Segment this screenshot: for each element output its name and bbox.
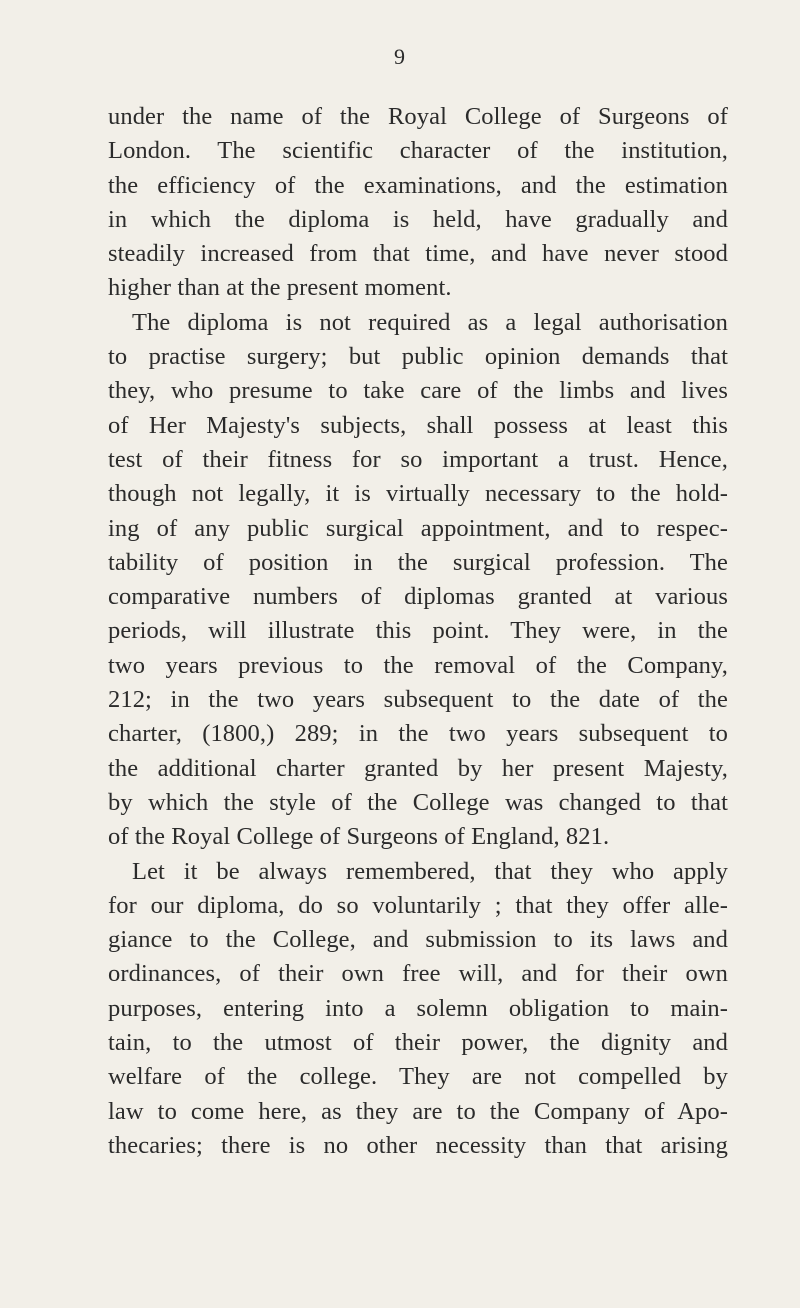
body-text xyxy=(108,100,728,1163)
text-line: under the name of the Royal College of Surgeons of xyxy=(108,103,728,130)
text-line: tain, to the utmost of their power, the dignity and xyxy=(108,1029,728,1057)
text-line: of the Royal College of Surgeons of England, 821. xyxy=(108,823,610,851)
text-line: giance to the College, and submission to its laws and xyxy=(108,926,728,954)
text-line: to practise surgery; but public opinion demands that xyxy=(108,343,728,371)
text-line: for our diploma, do so voluntarily ; that they offer alle- xyxy=(108,891,728,919)
text-line: welfare of the college. They are not compelled by xyxy=(108,1063,728,1091)
text-line: The diploma is not required as a legal authorisation xyxy=(132,308,728,336)
text-line: law to come here, as they are to the Company of Apo- xyxy=(108,1097,728,1125)
text-line: two years previous to the removal of the Company, xyxy=(108,651,728,679)
text-line: steadily increased from that time, and have never stood xyxy=(108,240,728,268)
text-line: they, who presume to take care of the limbs and lives xyxy=(108,377,728,405)
text-line: comparative numbers of diplomas granted at various xyxy=(108,583,728,611)
text-line: test of their fitness for so important a trust. Hence, xyxy=(108,445,728,473)
text-line: the efficiency of the examinations, and the estimation xyxy=(108,171,728,199)
text-line: 212; in the two years subsequent to the date of the xyxy=(108,686,728,714)
text-line: of Her Majesty's subjects, shall possess at least this xyxy=(108,411,728,439)
text-line: purposes, entering into a solemn obligation to main- xyxy=(108,994,728,1022)
text-line: the additional charter granted by her present Majesty, xyxy=(108,754,728,782)
text-line: periods, will illustrate this point. They were, in the xyxy=(108,617,728,645)
page-number: 9 xyxy=(394,44,406,69)
text-line: charter, (1800,) 289; in the two years subsequent to xyxy=(108,720,728,748)
text-line: by which the style of the College was changed to that xyxy=(108,788,728,816)
text-line: London. The scientific character of the institution, xyxy=(108,137,728,165)
text-line: ing of any public surgical appointment, and to respec- xyxy=(108,514,728,542)
text-line: though not legally, it is virtually necessary to the hold- xyxy=(108,480,728,508)
text-line: Let it be always remembered, that they who apply xyxy=(132,857,728,885)
text-line: thecaries; there is no other necessity than that arising xyxy=(108,1131,728,1159)
text-line: ordinances, of their own free will, and for their own xyxy=(108,960,728,988)
text-line: tability of position in the surgical profession. The xyxy=(108,548,728,576)
text-line: higher than at the present moment. xyxy=(108,274,452,302)
text-line: in which the diploma is held, have gradually and xyxy=(108,205,728,233)
